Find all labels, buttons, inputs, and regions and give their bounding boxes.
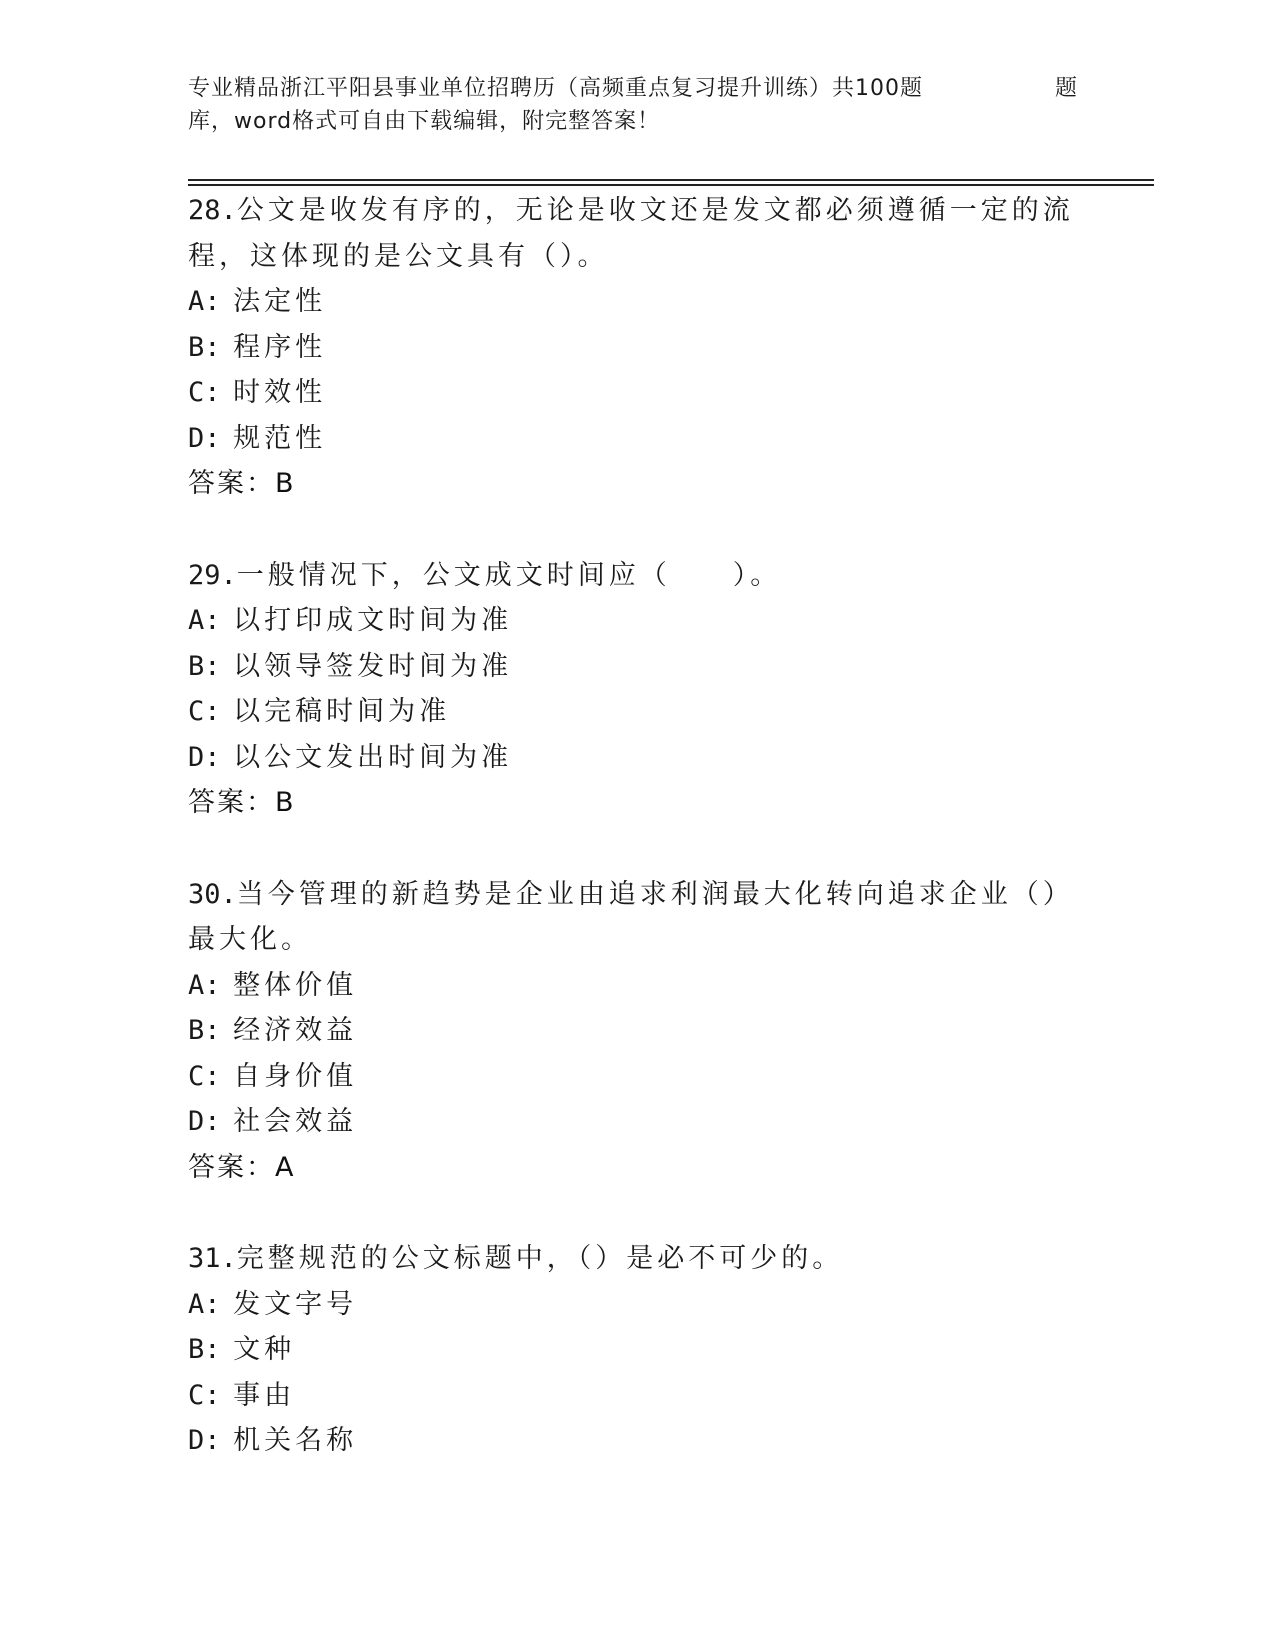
option-letter: A:: [188, 605, 221, 636]
option-a: [188, 963, 1078, 1009]
question-number: 31.: [188, 1243, 237, 1274]
option-text: 程序性: [233, 331, 327, 363]
option-a: [188, 1282, 1078, 1328]
header-line-2: 库，word格式可自由下载编辑，附完整答案！: [188, 109, 661, 134]
header-divider-top: [188, 179, 1154, 181]
option-letter: B:: [188, 1334, 221, 1365]
question-text: [188, 188, 1078, 279]
option-text: 机关名称: [233, 1425, 358, 1456]
option-a: [188, 598, 1078, 644]
option-letter: D:: [188, 741, 221, 773]
option-text: 时效性: [233, 377, 327, 408]
question-31: [188, 1236, 1078, 1464]
question-stem: 完整规范的公文标题中，（）是必不可少的。: [236, 1243, 844, 1274]
option-text: 经济效益: [233, 1015, 358, 1046]
option-d: [188, 416, 1078, 462]
question-stem: 公文是收发有序的，无论是收文还是发文都必须遵循一定的流程，这体现的是公文具有（）。: [188, 195, 1074, 272]
document-header: [188, 72, 1078, 138]
question-28: [188, 188, 1078, 507]
option-text: 规范性: [233, 422, 327, 454]
option-letter: D:: [188, 422, 221, 454]
option-c: [188, 1373, 1078, 1419]
question-number: 29.: [188, 559, 237, 591]
option-c: [188, 689, 1078, 735]
option-letter: B:: [188, 331, 221, 363]
option-letter: C:: [188, 377, 221, 408]
answer-line: 答案：B: [188, 468, 296, 499]
option-b: [188, 1008, 1078, 1054]
option-text: 自身价值: [233, 1060, 358, 1092]
option-text: 法定性: [233, 286, 327, 317]
option-text: 发文字号: [233, 1288, 358, 1320]
option-letter: A:: [188, 286, 221, 317]
header-line-1: [188, 72, 1078, 105]
option-letter: A:: [188, 969, 221, 1001]
answer-line: 答案：B: [188, 787, 296, 818]
option-text: 社会效益: [233, 1106, 358, 1137]
option-letter: C:: [188, 1379, 221, 1411]
option-letter: A:: [188, 1288, 221, 1320]
option-letter: C:: [188, 696, 221, 727]
option-letter: D:: [188, 1425, 221, 1456]
option-d: [188, 1099, 1078, 1145]
option-b: [188, 644, 1078, 690]
option-text: 以打印成文时间为准: [233, 605, 513, 636]
option-text: 事由: [233, 1379, 296, 1411]
option-a: [188, 279, 1078, 325]
question-text: [188, 872, 1078, 963]
question-text: [188, 1236, 1078, 1282]
option-text: 以公文发出时间为准: [233, 741, 513, 773]
question-stem: 当今管理的新趋势是企业由追求利润最大化转向追求企业（）最大化。: [188, 878, 1074, 955]
option-text: 整体价值: [233, 969, 358, 1001]
option-letter: B:: [188, 1015, 221, 1046]
option-d: [188, 1418, 1078, 1464]
question-list: [188, 188, 1078, 1510]
option-text: 文种: [233, 1334, 296, 1365]
option-text: 以领导签发时间为准: [233, 650, 513, 682]
header-title-end: 题: [1054, 76, 1078, 101]
option-c: [188, 370, 1078, 416]
option-letter: D:: [188, 1106, 221, 1137]
question-text: [188, 553, 1078, 599]
option-d: [188, 735, 1078, 781]
question-number: 28.: [188, 195, 237, 226]
option-c: [188, 1054, 1078, 1100]
question-29: [188, 553, 1078, 826]
question-number: 30.: [188, 878, 237, 910]
question-stem: 一般情况下，公文成文时间应（ ）。: [236, 559, 782, 591]
header-divider-bottom: [188, 184, 1154, 186]
header-title: 专业精品浙江平阳县事业单位招聘历（高频重点复习提升训练）共100题: [188, 76, 923, 101]
option-letter: B:: [188, 650, 221, 682]
option-b: [188, 325, 1078, 371]
answer-line: 答案：A: [188, 1151, 296, 1183]
option-text: 以完稿时间为准: [233, 696, 451, 727]
option-b: [188, 1327, 1078, 1373]
question-30: [188, 872, 1078, 1191]
option-letter: C:: [188, 1060, 221, 1092]
